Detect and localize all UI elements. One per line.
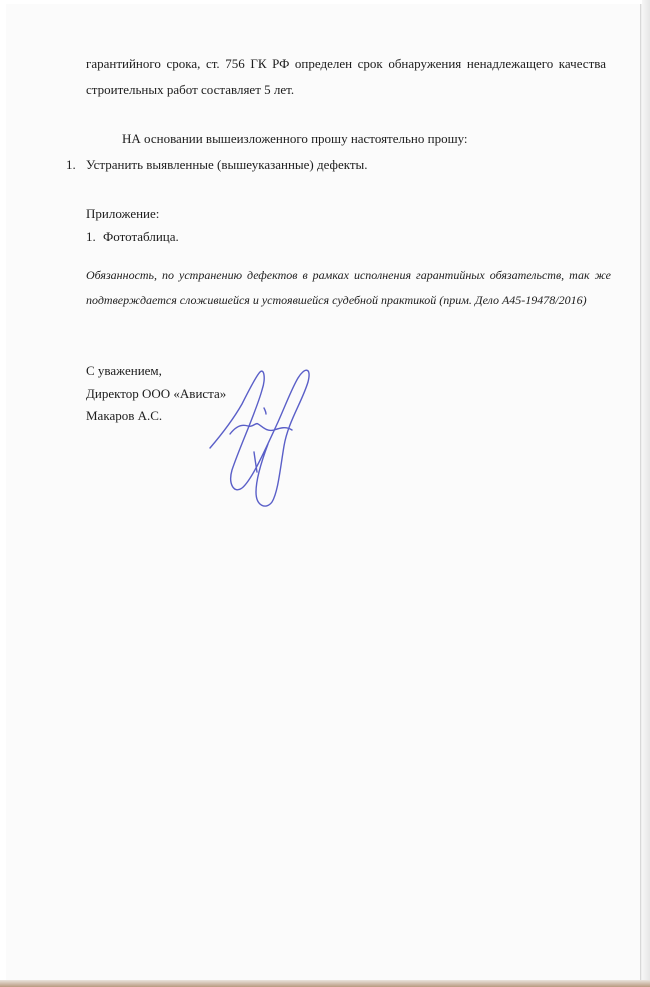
request-intro: НА основании вышеизложенного прошу настоятельно прошу: bbox=[122, 131, 468, 146]
appendix-item-number: 1. bbox=[86, 229, 96, 244]
request-item-number: 1. bbox=[66, 157, 76, 172]
closing-position: Директор ООО «Ависта» bbox=[86, 386, 227, 401]
paragraph-line-1: гарантийного срока, ст. 756 ГК РФ определен срок обнаружения ненадлежащего качества bbox=[86, 56, 606, 71]
closing-regards: С уважением, bbox=[86, 363, 162, 378]
request-item-text: Устранить выявленные (вышеуказанные) дефекты. bbox=[86, 157, 368, 172]
signature-stroke-loop bbox=[230, 424, 292, 434]
page-edge-right bbox=[642, 0, 650, 987]
page-edge-bottom bbox=[0, 980, 650, 987]
signature-stroke-dot bbox=[264, 408, 266, 414]
note-line-1: Обязанность, по устранению дефектов в рамках исполнения гарантийных обязательств, так же bbox=[86, 268, 611, 282]
signature-stroke-main bbox=[210, 370, 309, 506]
appendix-item-text: Фототаблица. bbox=[103, 229, 179, 244]
handwritten-signature bbox=[200, 360, 330, 510]
paragraph-line-2: строительных работ составляет 5 лет. bbox=[86, 82, 295, 97]
appendix-heading: Приложение: bbox=[86, 206, 160, 221]
note-line-2: подтверждается сложившейся и устоявшейся судебной практикой (прим. Дело А45-19478/2016) bbox=[86, 293, 587, 307]
closing-name: Макаров А.С. bbox=[86, 408, 163, 423]
